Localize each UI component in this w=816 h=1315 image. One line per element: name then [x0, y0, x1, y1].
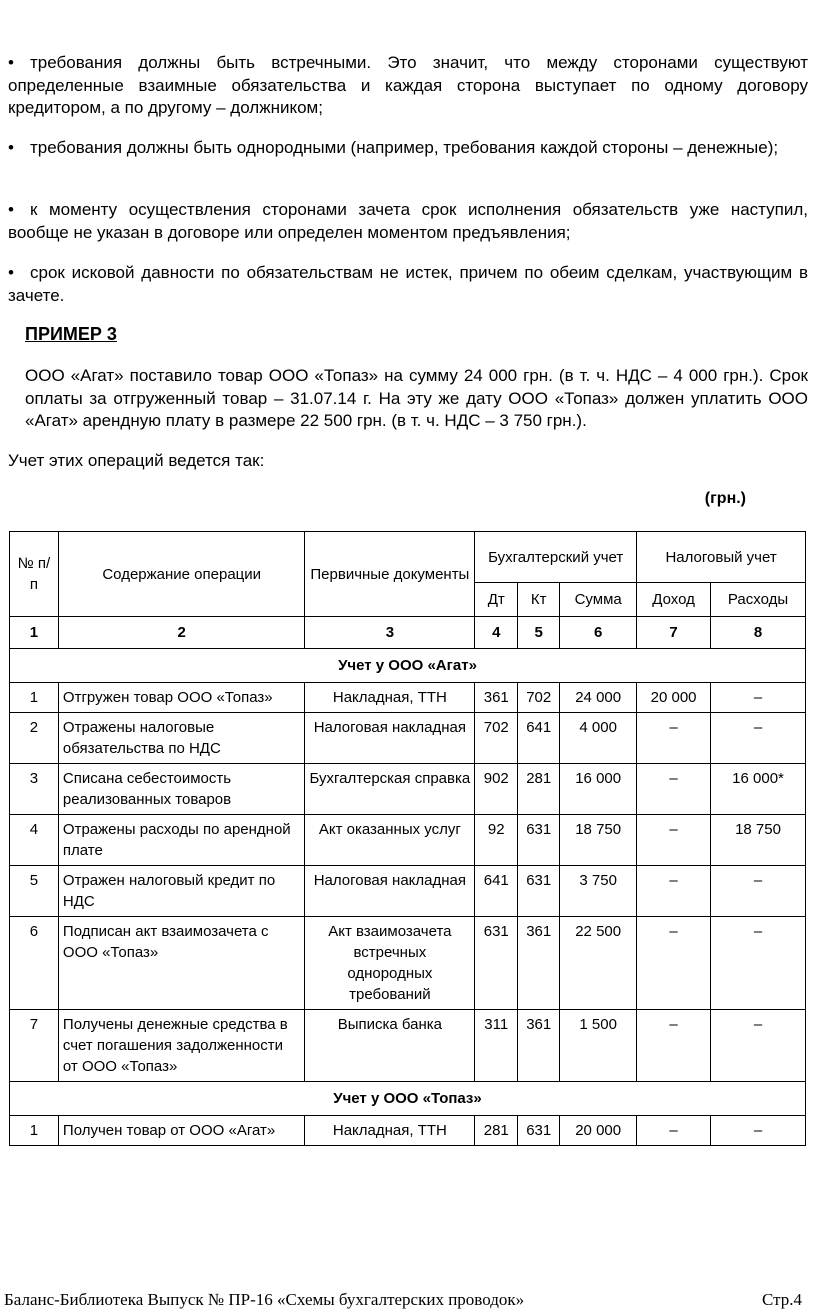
bullet-item — [8, 262, 808, 307]
bullet-dot: • — [8, 200, 14, 219]
accounting-table — [9, 531, 806, 1146]
row-number: 5 — [10, 866, 59, 917]
debit-account: 281 — [475, 1116, 518, 1146]
units-label: (грн.) — [704, 490, 746, 507]
column-number: 1 — [10, 617, 59, 649]
tax-expenses: – — [711, 917, 806, 1010]
bullet-item — [8, 199, 808, 244]
column-number: 5 — [518, 617, 560, 649]
tax-income: – — [637, 1116, 711, 1146]
example-paragraph: ООО «Агат» поставило товар ООО «Топаз» на сумму 24 000 грн. (в т. ч. НДС – 4 000 грн.). Срок оплаты за отгруженный товар – 31.07.14 г. На эту же дату ООО «Топаз» должен уплатить ООО «Агат» арендную плату в размере 22 500 грн. (в т. ч. НДС – 3 750 грн.). — [25, 366, 808, 430]
col-header-expenses: Расходы — [711, 583, 806, 617]
table-row — [10, 866, 806, 917]
intro-text: Учет этих операций ведется так: — [8, 451, 265, 470]
example-heading: ПРИМЕР 3 — [25, 324, 117, 344]
debit-account: 902 — [475, 764, 518, 815]
amount: 20 000 — [560, 1116, 637, 1146]
bullet-text: к моменту осуществления сторонами зачета срок исполнения обязательств уже наступил, вообще не указан в договоре или определен моментом предъявления; — [8, 200, 808, 242]
operation-content: Отражены налоговые обязательства по НДС — [58, 713, 305, 764]
primary-document: Накладная, ТТН — [305, 1116, 475, 1146]
tax-income: – — [637, 713, 711, 764]
debit-account: 702 — [475, 713, 518, 764]
row-number: 6 — [10, 917, 59, 1010]
amount: 24 000 — [560, 683, 637, 713]
table-row — [10, 683, 806, 713]
col-header-dt: Дт — [475, 583, 518, 617]
col-header-tax: Налоговый учет — [637, 532, 806, 583]
primary-document: Накладная, ТТН — [305, 683, 475, 713]
column-number: 7 — [637, 617, 711, 649]
table-row — [10, 713, 806, 764]
primary-document: Выписка банка — [305, 1010, 475, 1082]
tax-income: – — [637, 1010, 711, 1082]
operation-content: Получен товар от ООО «Агат» — [58, 1116, 305, 1146]
row-number: 2 — [10, 713, 59, 764]
tax-income: – — [637, 917, 711, 1010]
debit-account: 641 — [475, 866, 518, 917]
table-row — [10, 917, 806, 1010]
column-number: 6 — [560, 617, 637, 649]
primary-document: Акт оказанных услуг — [305, 815, 475, 866]
bullet-text: требования должны быть встречными. Это значит, что между сторонами существуют определенные взаимные обязательства и каждая сторона выступает по одному договору кредитором, а по другому – должником; — [8, 53, 808, 117]
operation-content: Отгружен товар ООО «Топаз» — [58, 683, 305, 713]
column-number: 2 — [58, 617, 305, 649]
column-number: 4 — [475, 617, 518, 649]
bullet-dot: • — [8, 138, 14, 157]
bullet-text: требования должны быть однородными (например, требования каждой стороны – денежные); — [30, 138, 779, 157]
credit-account: 361 — [518, 1010, 560, 1082]
table-row — [10, 1116, 806, 1146]
col-header-sum: Сумма — [560, 583, 637, 617]
amount: 1 500 — [560, 1010, 637, 1082]
bullet-dot: • — [8, 53, 14, 72]
operation-content: Отражены расходы по арендной плате — [58, 815, 305, 866]
tax-expenses: – — [711, 1010, 806, 1082]
bullet-text: срок исковой давности по обязательствам не истек, причем по обеим сделкам, участвующим в зачете. — [8, 263, 808, 305]
primary-document: Бухгалтерская справка — [305, 764, 475, 815]
primary-document: Налоговая накладная — [305, 713, 475, 764]
credit-account: 702 — [518, 683, 560, 713]
amount: 16 000 — [560, 764, 637, 815]
credit-account: 361 — [518, 917, 560, 1010]
col-header-num: № п/п — [10, 532, 59, 617]
debit-account: 631 — [475, 917, 518, 1010]
tax-income: – — [637, 815, 711, 866]
section-row — [10, 649, 806, 683]
col-header-income: Доход — [637, 583, 711, 617]
header-row — [10, 532, 806, 583]
amount: 18 750 — [560, 815, 637, 866]
column-number: 8 — [711, 617, 806, 649]
amount: 4 000 — [560, 713, 637, 764]
operation-content: Подписан акт взаимозачета с ООО «Топаз» — [58, 917, 305, 1010]
credit-account: 641 — [518, 713, 560, 764]
row-number: 4 — [10, 815, 59, 866]
table-row — [10, 764, 806, 815]
col-header-accounting: Бухгалтерский учет — [475, 532, 637, 583]
credit-account: 631 — [518, 1116, 560, 1146]
page-number: Стр.4 — [761, 1290, 802, 1309]
column-number: 3 — [305, 617, 475, 649]
row-number: 1 — [10, 683, 59, 713]
operation-content: Списана себестоимость реализованных товаров — [58, 764, 305, 815]
table-row — [10, 1010, 806, 1082]
bullet-item — [8, 52, 808, 120]
operation-content: Отражен налоговый кредит по НДС — [58, 866, 305, 917]
credit-account: 631 — [518, 866, 560, 917]
row-number: 1 — [10, 1116, 59, 1146]
tax-expenses: 16 000* — [711, 764, 806, 815]
col-header-docs: Первичные документы — [305, 532, 475, 617]
col-header-content: Содержание операции — [58, 532, 305, 617]
credit-account: 281 — [518, 764, 560, 815]
debit-account: 92 — [475, 815, 518, 866]
tax-expenses: – — [711, 683, 806, 713]
tax-income: – — [637, 764, 711, 815]
amount: 22 500 — [560, 917, 637, 1010]
row-number: 7 — [10, 1010, 59, 1082]
column-number-row — [10, 617, 806, 649]
debit-account: 361 — [475, 683, 518, 713]
primary-document: Акт взаимозачета встречных однородных требований — [305, 917, 475, 1010]
amount: 3 750 — [560, 866, 637, 917]
tax-expenses: – — [711, 713, 806, 764]
section-row — [10, 1082, 806, 1116]
debit-account: 311 — [475, 1010, 518, 1082]
operation-content: Получены денежные средства в счет погашения задолженности от ООО «Топаз» — [58, 1010, 305, 1082]
footer-title: Баланс-Библиотека Выпуск № ПР-16 «Схемы бухгалтерских проводок» — [4, 1290, 525, 1309]
bullet-item — [8, 137, 808, 160]
col-header-kt: Кт — [518, 583, 560, 617]
tax-expenses: – — [711, 866, 806, 917]
tax-expenses: 18 750 — [711, 815, 806, 866]
bullet-dot: • — [8, 263, 14, 282]
table-row — [10, 815, 806, 866]
tax-income: 20 000 — [637, 683, 711, 713]
primary-document: Налоговая накладная — [305, 866, 475, 917]
page-footer — [4, 1290, 802, 1310]
section-title: Учет у ООО «Агат» — [10, 649, 806, 683]
tax-expenses: – — [711, 1116, 806, 1146]
tax-income: – — [637, 866, 711, 917]
section-title: Учет у ООО «Топаз» — [10, 1082, 806, 1116]
credit-account: 631 — [518, 815, 560, 866]
row-number: 3 — [10, 764, 59, 815]
